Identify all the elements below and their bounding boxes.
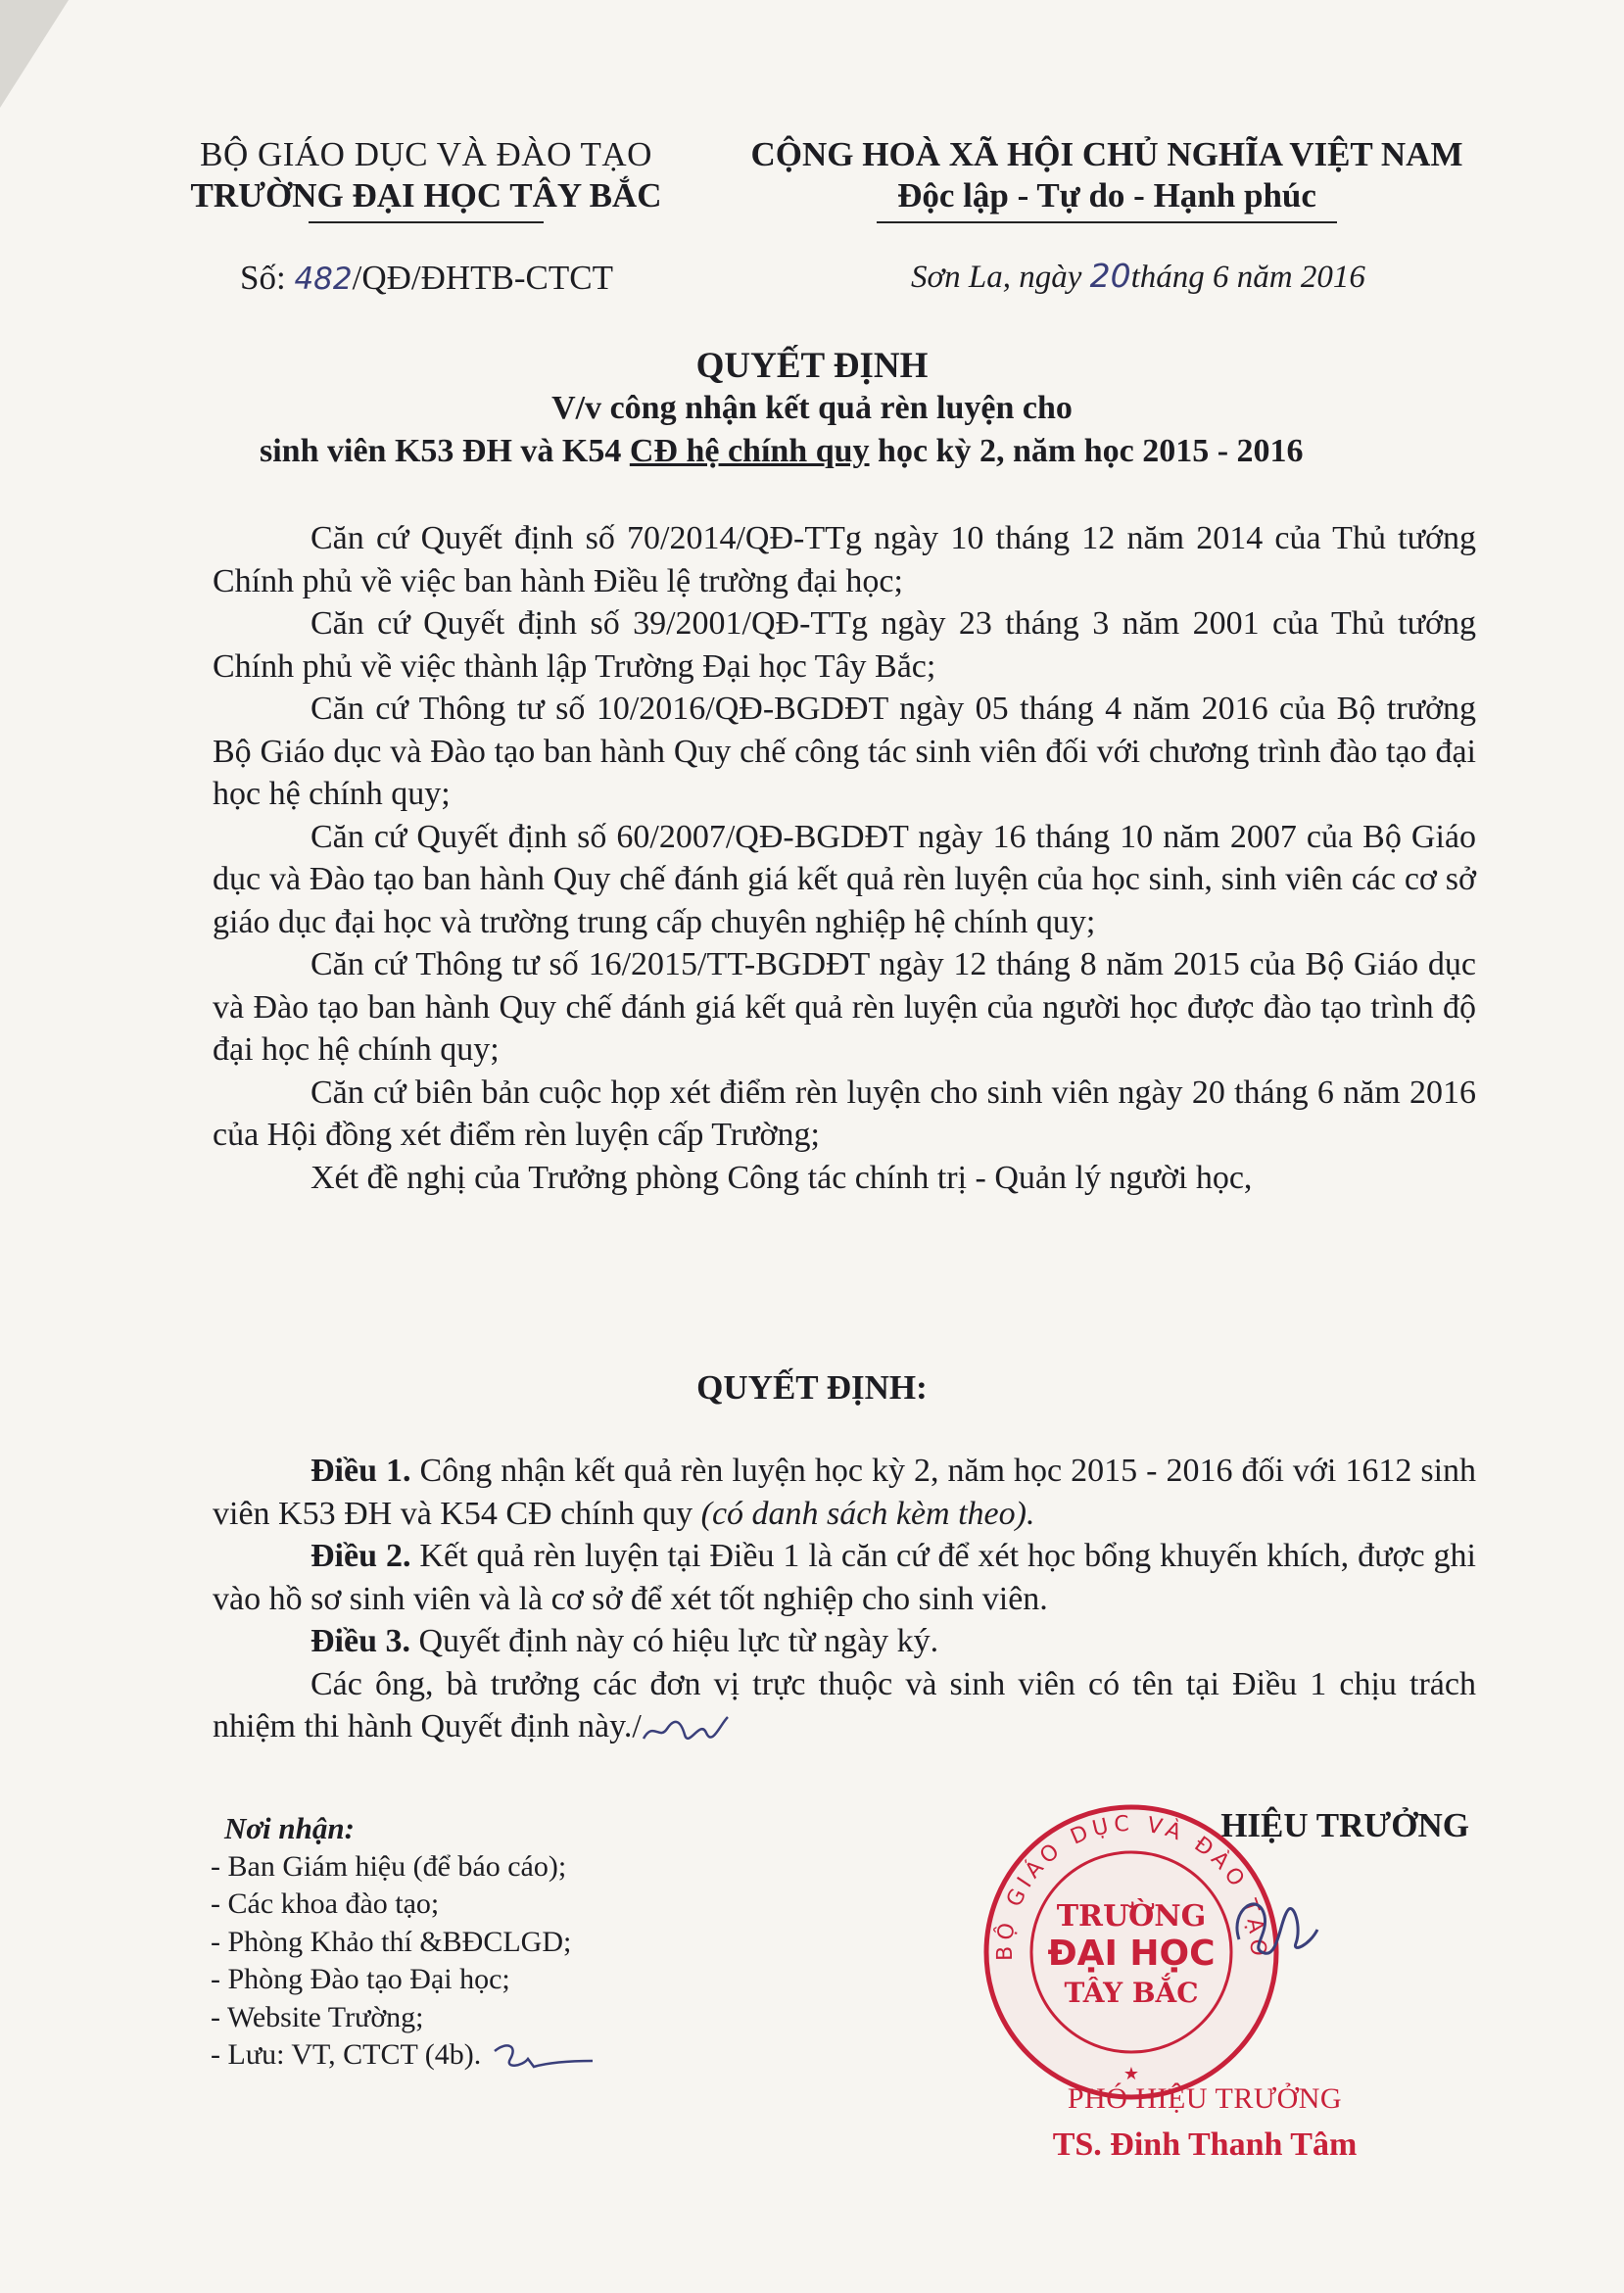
underlined-phrase: CĐ hệ chính quy	[629, 433, 870, 469]
svg-text:★: ★	[1122, 2064, 1140, 2084]
svg-text:ĐẠI HỌC: ĐẠI HỌC	[1047, 1934, 1216, 1974]
article-3: Điều 3. Quyết định này có hiệu lực từ ngày ký.	[310, 1623, 939, 1659]
legal-bases	[213, 517, 1476, 1199]
national-motto: Độc lập - Tự do - Hạnh phúc	[897, 176, 1316, 215]
deputy-title: PHÓ HIỆU TRƯỞNG	[1067, 2082, 1343, 2115]
folded-corner	[0, 0, 69, 108]
initial-signature-icon	[489, 2037, 597, 2077]
header-left-rule	[309, 221, 544, 223]
svg-text:TRƯỜNG: TRƯỜNG	[1056, 1899, 1207, 1934]
basis-paragraph: Căn cứ Thông tư số 16/2015/TT-BGDĐT ngày 12 tháng 8 năm 2015 của Bộ Giáo dục và Đào tạo ban hành Quy chế đánh giá kết quả rèn luyện của người học được đào tạo trình độ đại học hệ chính quy;	[213, 946, 1476, 1068]
proposal-paragraph: Xét đề nghị của Trưởng phòng Công tác chính trị - Quản lý người học,	[310, 1159, 1253, 1196]
school-name: TRƯỜNG ĐẠI HỌC TÂY BẮC	[190, 176, 662, 215]
closing-paragraph: Các ông, bà trưởng các đơn vị trực thuộc và sinh viên có tên tại Điều 1 chịu trách nhiệm thi hành Quyết định này./	[213, 1663, 1476, 1748]
country-name: CỘNG HOÀ XÃ HỘI CHỦ NGHĨA VIỆT NAM	[750, 135, 1463, 173]
basis-paragraph: Căn cứ Quyết định số 60/2007/QĐ-BGDĐT ngày 16 tháng 10 năm 2007 của Bộ Giáo dục và Đào tạo ban hành Quy chế đánh giá kết quả rèn luyện của học sinh, sinh viên các cơ sở giáo dục đại học và trường trung cấp chuyên nghiệp hệ chính quy;	[213, 818, 1476, 940]
basis-paragraph: Căn cứ Thông tư số 10/2016/QĐ-BGDĐT ngày 05 tháng 4 năm 2016 của Bộ trưởng Bộ Giáo dục và Đào tạo ban hành Quy chế công tác sinh viên đối với chương trình đào tạo đại học hệ chính quy;	[213, 691, 1476, 812]
handwritten-day: 20	[1089, 257, 1131, 295]
recipient-item: - Ban Giám hiệu (để báo cáo);	[211, 1849, 567, 1883]
document-title: QUYẾT ĐỊNH	[695, 346, 929, 386]
document-number: Số: 482/QĐ/ĐHTB-CTCT	[240, 259, 614, 297]
header-right	[730, 135, 1484, 223]
svg-text:BỘ GIÁO DỤC VÀ ĐÀO TẠO: BỘ GIÁO DỤC VÀ ĐÀO TẠO	[992, 1811, 1270, 1961]
header-right-rule	[877, 221, 1337, 223]
handwritten-number: 482	[294, 262, 353, 297]
handwritten-signature-icon	[1219, 1881, 1327, 1969]
article-1: Điều 1. Công nhận kết quả rèn luyện học kỳ 2, năm học 2015 - 2016 đối với 1612 sinh viên K53 ĐH và K54 CĐ chính quy (có danh sách kèm theo).	[213, 1453, 1477, 1532]
svg-text:TÂY BẮC: TÂY BẮC	[1064, 1977, 1199, 2009]
recipients	[211, 1810, 597, 2077]
signer-name: TS. Đinh Thanh Tâm	[1052, 2126, 1358, 2163]
basis-paragraph: Căn cứ Quyết định số 39/2001/QĐ-TTg ngày 23 tháng 3 năm 2001 của Thủ tướng Chính phủ về việc thành lập Trường Đại học Tây Bắc;	[213, 605, 1476, 685]
date-line: Sơn La, ngày 20tháng 6 năm 2016	[911, 257, 1365, 295]
recipient-item: - Các khoa đào tạo;	[211, 1887, 440, 1920]
recipient-item: - Phòng Đào tạo Đại học;	[211, 1963, 510, 1995]
recipients-heading: Nơi nhận:	[224, 1811, 355, 1845]
articles	[213, 1450, 1476, 1748]
article-2: Điều 2. Kết quả rèn luyện tại Điều 1 là căn cứ để xét học bổng khuyến khích, được ghi vào hồ sơ sinh viên và là cơ sở để xét tốt nghiệp cho sinh viên.	[213, 1538, 1477, 1617]
document-subject-line1: V/v công nhận kết quả rèn luyện cho	[551, 390, 1073, 426]
recipient-item: - Phòng Khảo thí &BĐCLGD;	[211, 1925, 572, 1958]
document-subject-line2: sinh viên K53 ĐH và K54 CĐ hệ chính quy học kỳ 2, năm học 2015 - 2016	[260, 433, 1304, 469]
recipient-item: - Website Trường;	[211, 2000, 424, 2033]
signer-title: HIỆU TRƯỞNG	[1220, 1806, 1469, 1844]
recipient-item: - Lưu: VT, CTCT (4b).	[211, 2036, 597, 2077]
basis-paragraph: Căn cứ Quyết định số 70/2014/QĐ-TTg ngày 10 tháng 12 năm 2014 của Thủ tướng Chính phủ về việc ban hành Điều lệ trường đại học;	[213, 520, 1476, 599]
ministry-name: BỘ GIÁO DỤC VÀ ĐÀO TẠO	[200, 135, 652, 173]
decision-heading: QUYẾT ĐỊNH:	[696, 1368, 928, 1407]
initial-mark-icon	[642, 1711, 730, 1746]
header-left	[162, 135, 691, 223]
basis-paragraph: Căn cứ biên bản cuộc họp xét điểm rèn luyện cho sinh viên ngày 20 tháng 6 năm 2016 của Hội đồng xét điểm rèn luyện cấp Trường;	[213, 1074, 1476, 1153]
